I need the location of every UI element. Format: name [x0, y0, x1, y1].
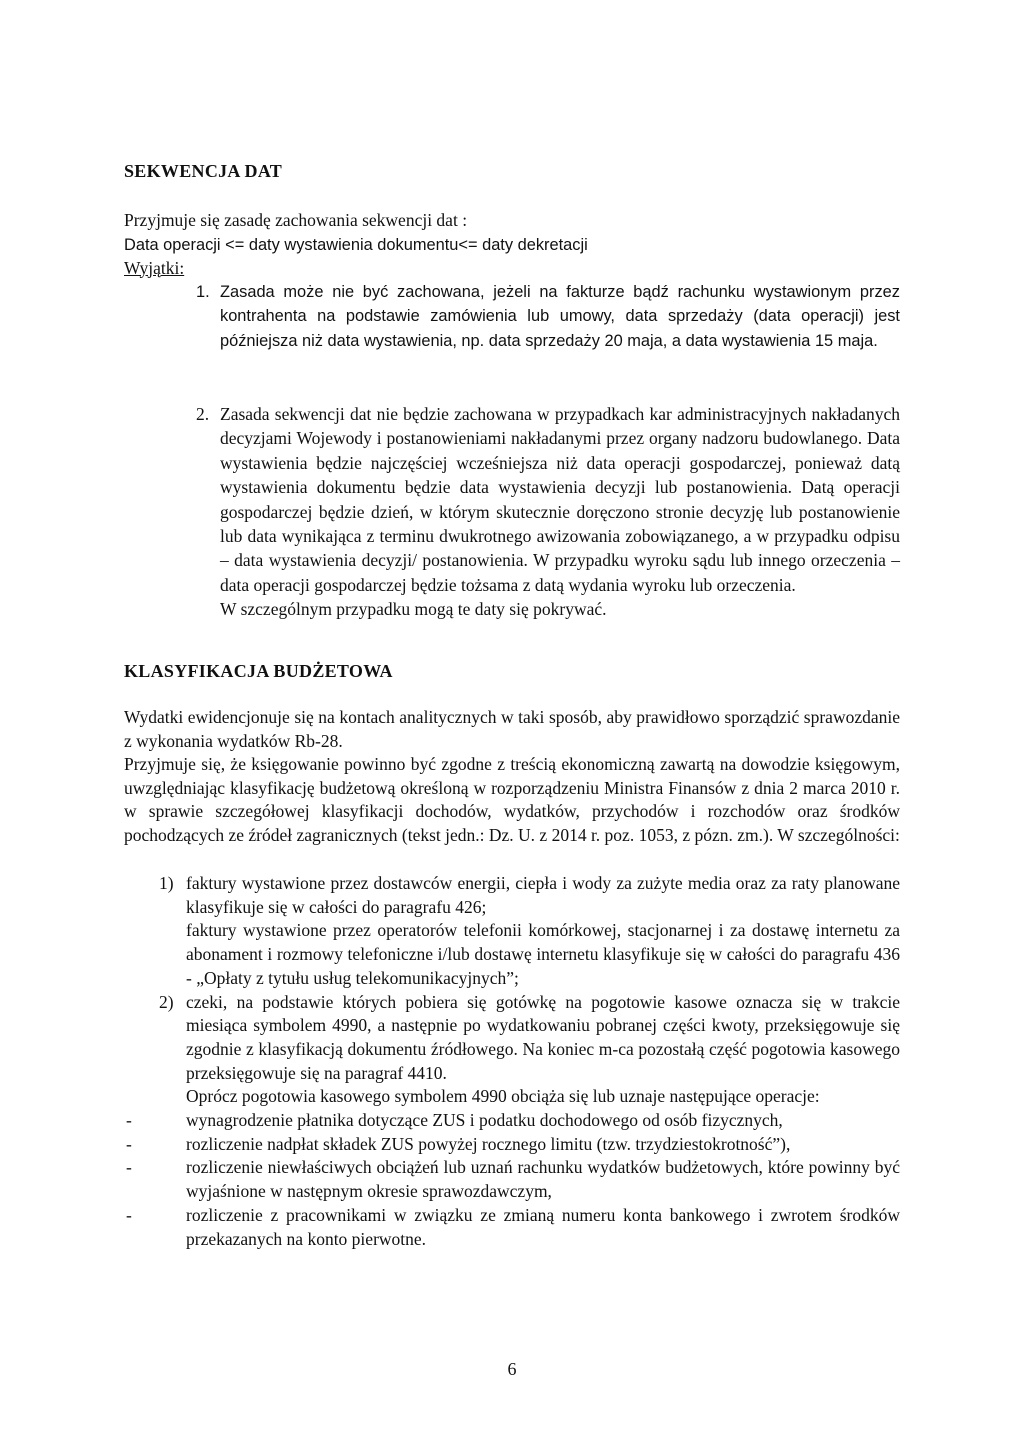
dash-item-3: [124, 1156, 900, 1203]
exceptions-label: Wyjątki:: [124, 257, 185, 278]
dash-mark: -: [126, 1204, 132, 1225]
exception-text-2-extra: W szczególnym przypadku mogą te daty się pokrywać.: [220, 599, 607, 620]
klasyfikacja-para-1: Wydatki ewidencjonuje się na kontach analitycznych w taki sposób, aby prawidłowo sporządzić sprawozdanie z wykonania wydatków Rb-28.: [124, 707, 900, 751]
klasyfikacja-text-2: czeki, na podstawie których pobiera się gotówkę na pogotowie kasowe oznacza się w trakcie miesiąca symbolem 4990, a następnie po wydatkowaniu pobranej części kwoty, przeksięgowuje się zgodnie z klasyfikacją dokumentu źródłowego. Na koniec m-ca pozostałą część pogotowia kasowego przeksięgowuje się na paragraf 4410.: [186, 991, 900, 1083]
klasyfikacja-text-1b: faktury wystawione przez operatorów telefonii komórkowej, stacjonarnej i za dostawę internetu za abonament i rozmowy telefoniczne i/lub dostawę internetu klasyfikuje się w całości do paragrafu 436 - „Opłaty z tytułu usług telekomunikacyjnych”;: [186, 920, 900, 988]
klasyfikacja-item-2: [124, 991, 900, 1110]
exception-text-2: Zasada sekwencji dat nie będzie zachowana w przypadkach kar administracyjnych nakładanych decyzjami Wojewody i postanowieniami nakładanymi przez organy nadzoru budowlanego. Data wystawienia będzie najczęściej wcześniejsza niż data operacji gospodarczej, ponieważ datą wystawienia dokumentu będzie data wystawienia decyzji lub postanowienia. Datą operacji gospodarczej będzie dzień, w którym skutecznie doręczono stronie decyzję lub postanowienie lub data wynikająca z terminu dwukrotnego awizowania zobowiązanego, a w przypadku odpisu – data wystawienia decyzji/ postanowienia. W przypadku wyroku sądu lub innego orzeczenia – data operacji gospodarczej będzie tożsama z datą wydania wyroku lub orzeczenia.: [220, 404, 900, 595]
section-title-sekwencja-dat: SEKWENCJA DAT: [124, 161, 283, 181]
dash-mark: -: [126, 1133, 132, 1154]
exception-number-2: 2.: [196, 404, 210, 424]
exception-item-2: [124, 402, 900, 622]
klasyfikacja-number-1: 1): [159, 873, 174, 893]
klasyfikacja-text-1: faktury wystawione przez dostawców energii, ciepła i wody za zużyte media oraz za raty planowane klasyfikuje się w całości do paragrafu 426;: [186, 873, 900, 917]
exception-text-1: Zasada może nie być zachowana, jeżeli na fakturze bądź rachunku wystawionym przez kontrahenta na podstawie zamówienia lub umowy, data sprzedaży (data operacji) jest późniejsza niż data wystawienia, np. data sprzedaży 20 maja, a data wystawienia 15 maja.: [220, 283, 900, 350]
dash-item-2: [124, 1133, 900, 1157]
dash-item-4: [124, 1204, 900, 1251]
dash-text-1: wynagrodzenie płatnika dotyczące ZUS i podatku dochodowego od osób fizycznych,: [186, 1110, 783, 1131]
exception-number-1: 1.: [196, 283, 210, 301]
page-number: 6: [507, 1359, 517, 1379]
dash-item-1: [124, 1109, 900, 1133]
klasyfikacja-text-2b: Oprócz pogotowia kasowego symbolem 4990 obciąża się lub uznaje następujące operacje:: [186, 1086, 820, 1107]
klasyfikacja-number-2: 2): [159, 991, 174, 1012]
dash-text-3: rozliczenie niewłaściwych obciążeń lub uznań rachunku wydatków budżetowych, które powinny być wyjaśnione w następnym okresie sprawozdawczym,: [186, 1157, 900, 1202]
dash-text-2: rozliczenie nadpłat składek ZUS powyżej rocznego limitu (tzw. trzydziestokrotność”),: [186, 1133, 791, 1154]
klasyfikacja-numbered-list: [124, 872, 900, 1251]
klasyfikacja-item-1: [124, 872, 900, 991]
intro-line-2: Data operacji <= daty wystawienia dokumentu<= daty dekretacji: [124, 235, 588, 254]
exceptions-list: [124, 280, 900, 353]
dash-mark: -: [126, 1157, 132, 1178]
intro-line-1: Przyjmuje się zasadę zachowania sekwencji dat :: [124, 210, 468, 230]
dash-mark: -: [126, 1110, 132, 1131]
sekwencja-intro: [124, 209, 900, 280]
dash-text-4: rozliczenie z pracownikami w związku ze zmianą numeru konta bankowego i zwrotem środków przekazanych na konto pierwotne.: [186, 1204, 900, 1249]
section-title-klasyfikacja-budzetowa: KLASYFIKACJA BUDŻETOWA: [124, 661, 393, 681]
klasyfikacja-para-2: Przyjmuje się, że księgowanie powinno być zgodne z treścią ekonomiczną zawartą na dowodzie księgowym, uwzględniając klasyfikację budżetową określoną w rozporządzeniu Ministra Finansów z dnia 2 marca 2010 r. w sprawie szczegółowej klasyfikacji dochodów, wydatków, przychodów i rozchodów oraz środków pochodzących ze źródeł zagranicznych (tekst jedn.: Dz. U. z 2014 r. poz. 1053, z pózn. zm.). W szczególności:: [124, 754, 900, 846]
exceptions-list-2: [124, 402, 900, 622]
exception-item-1: [124, 280, 900, 353]
